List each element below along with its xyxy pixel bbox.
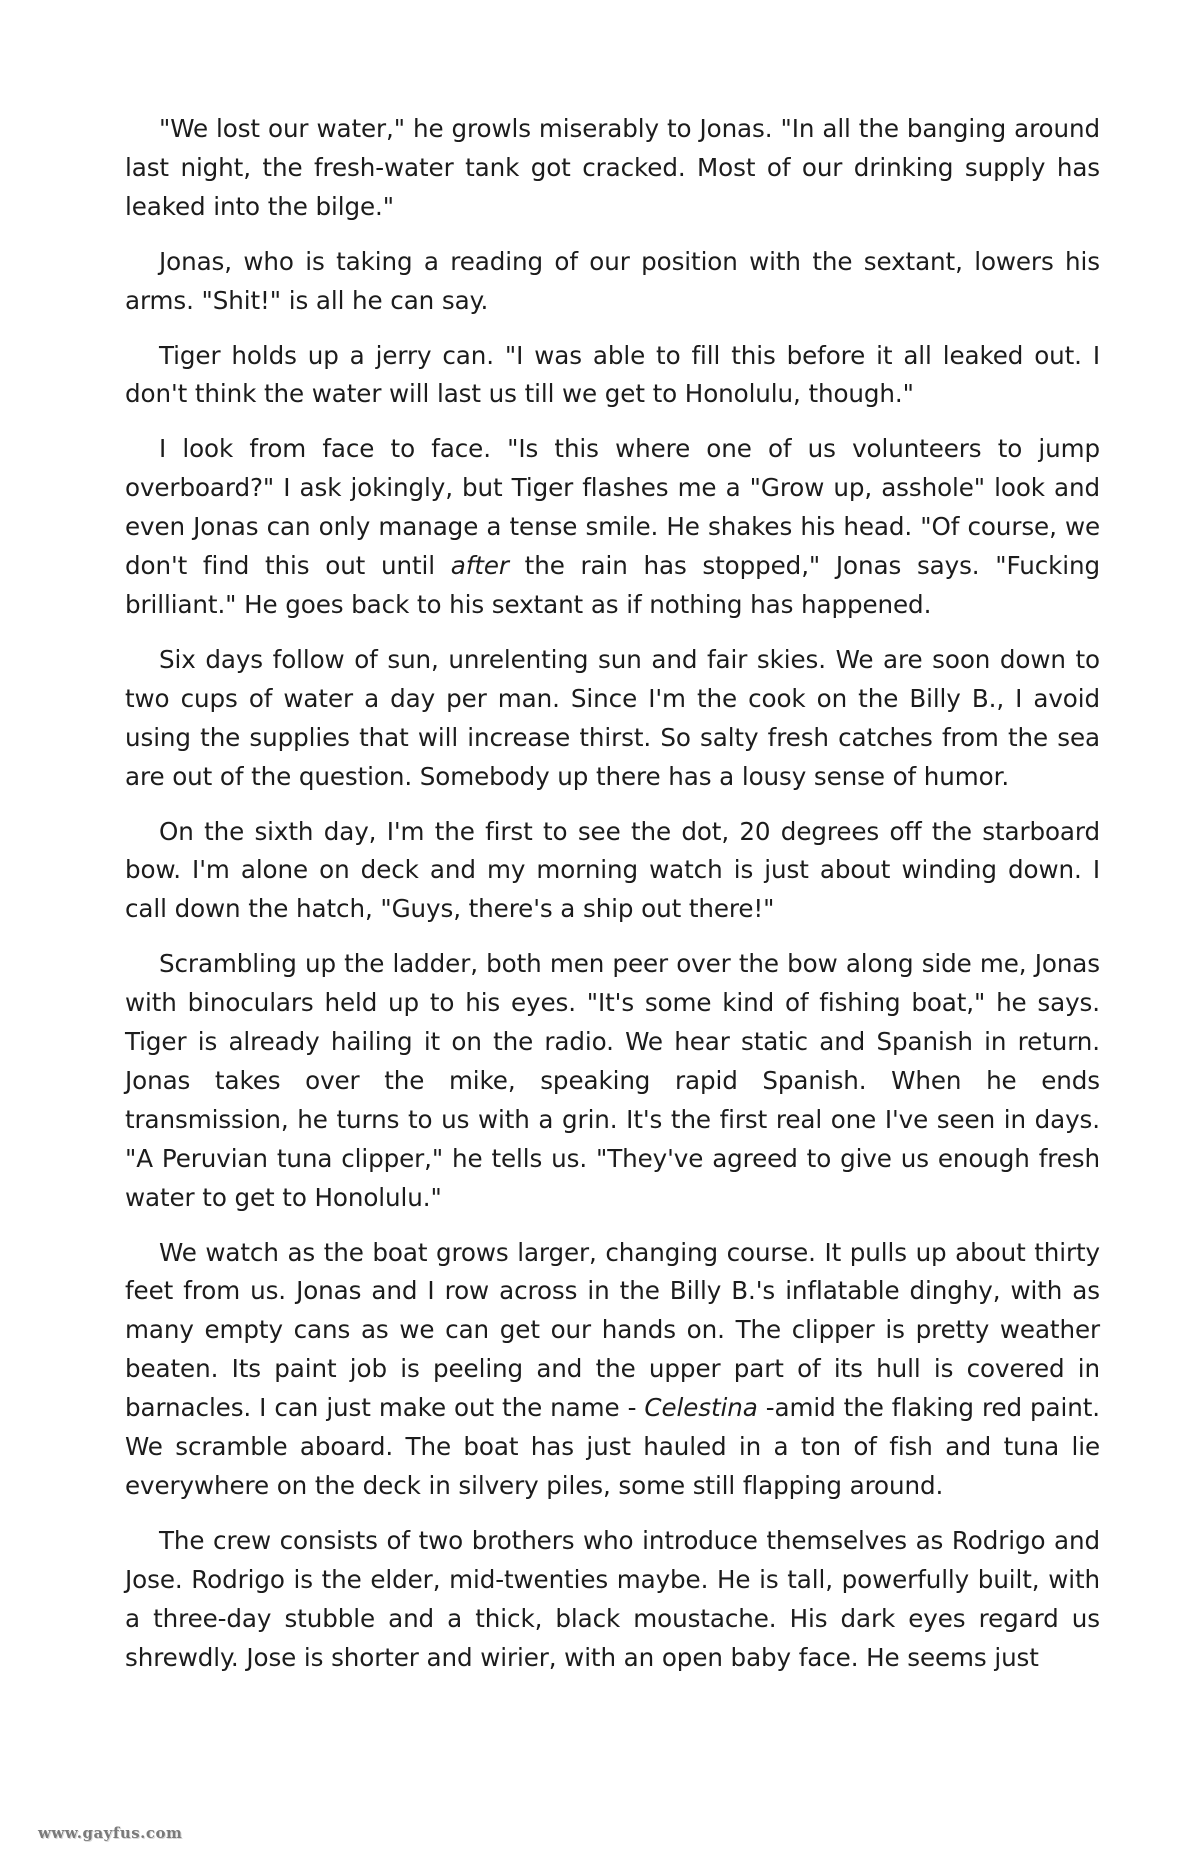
story-text [125,110,1100,1678]
paragraph-text: The crew consists of two brothers who introduce themselves as Rodrigo and Jose. Rodrigo is the elder, mid-twenties maybe. He is tall, powerfully built, with a three-day stubble and a thick, black moustache. His dark eyes regard us shrewdly. Jose is shorter and wirier, with an open baby face. He seems just [125,1525,1100,1672]
paragraph-text: -amid the flaking red paint. We scramble aboard. The boat has just hauled in a ton of fish and tuna lie everywhere on the deck in silvery piles, some still flapping around. [125,1393,1101,1500]
paragraph-text: Six days follow of sun, unrelenting sun and fair skies. We are soon down to two cups of water a day per man. Since I'm the cook on the Billy B., I avoid using the supplies that will increase thirst. So salty fresh catches from the sea are out of the question. Somebody up there has a lousy sense of humor. [125,644,1100,791]
paragraph-text: Scrambling up the ladder, both men peer over the bow along side me, Jonas with binoculars held up to his eyes. "It's some kind of fishing boat," he says. Tiger is already hailing it on the radio. We hear static and Spanish in return. Jonas takes over the mike, speaking rapid Spanish. When he ends transmission, he turns to us with a grin. It's the first real one I've seen in days. "A Peruvian tuna clipper," he tells us. "They've agreed to give us enough fresh water to get to Honolulu." [125,949,1100,1212]
paragraph-text: Jonas, who is taking a reading of our position with the sextant, lowers his arms. "Shit!" is all he can say. [125,246,1100,315]
italic-text: Celestina [644,1393,758,1423]
paragraph [125,1234,1100,1506]
paragraph-text: We watch as the boat grows larger, changing course. It pulls up about thirty feet from us. Jonas and I row across in the Billy B.'s inflatable dinghy, with as many empty cans as we can get our hands on. The clipper is pretty weather beaten. Its paint job is peeling and the upper part of its hull is covered in barnacles. I can just make out the name - [125,1237,1100,1423]
italic-text: after [450,551,509,581]
paragraph [125,337,1100,415]
paragraph [125,813,1100,930]
paragraph [125,243,1100,321]
paragraph [125,110,1100,227]
paragraph-text: the rain has stopped," Jonas says. "Fucking brilliant." He goes back to his sextant as if nothing has happened. [125,551,1100,619]
paragraph [125,1522,1100,1678]
paragraph [125,430,1100,625]
paragraph [125,945,1100,1217]
paragraph-text: Tiger holds up a jerry can. "I was able to fill this before it all leaked out. I don't think the water will last us till we get to Honolulu, though." [125,340,1100,409]
paragraph-text: "We lost our water," he growls miserably to Jonas. "In all the banging around last night, the fresh-water tank got cracked. Most of our drinking supply has leaked into the bilge." [125,114,1100,221]
site-watermark: www.gayfus.com [38,1824,183,1842]
paragraph [125,641,1100,797]
paragraph-text: I look from face to face. "Is this where one of us volunteers to jump overboard?" I ask jokingly, but Tiger flashes me a "Grow up, asshole" look and even Jonas can only manage a tense smile. He shakes his head. "Of course, we don't find this out until [125,434,1100,581]
paragraph-text: On the sixth day, I'm the first to see the dot, 20 degrees off the starboard bow. I'm alone on deck and my morning watch is just about winding down. I call down the hatch, "Guys, there's a ship out there!" [125,816,1100,924]
